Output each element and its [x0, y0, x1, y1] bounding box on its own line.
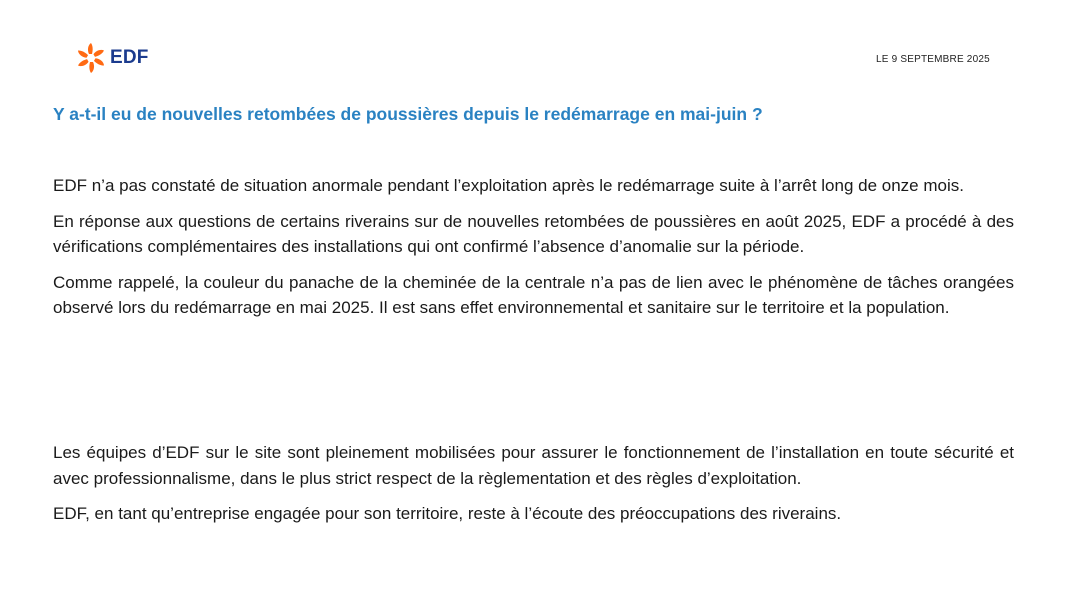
- edf-logo: [74, 41, 149, 75]
- paragraph: Comme rappelé, la couleur du panache de la cheminée de la centrale n’a pas de lien avec le phénomène de tâches orangées observé lors du redémarrage en mai 2025. Il est sans effet environnemental et sanitaire sur le territoire et la population.: [53, 272, 1014, 317]
- paragraph: EDF, en tant qu’entreprise engagée pour son territoire, reste à l’écoute des préoccupations des riverains.: [53, 504, 842, 523]
- paragraph: En réponse aux questions de certains riverains sur de nouvelles retombées de poussières en août 2025, EDF a procédé à des vérifications complémentaires des installations qui ont confirmé l’absence d’anomalie sur la période.: [53, 211, 1014, 256]
- publication-date: LE 9 SEPTEMBRE 2025: [876, 54, 990, 65]
- edf-logo-text: EDF: [110, 47, 149, 68]
- closing-block: [53, 440, 1014, 527]
- paragraph: EDF n’a pas constaté de situation anormale pendant l’exploitation après le redémarrage suite à l’arrêt long de onze mois.: [53, 176, 964, 195]
- paragraph: Les équipes d’EDF sur le site sont pleinement mobilisées pour assurer le fonctionnement de l’installation en toute sécurité et avec professionnalisme, dans le plus strict respect de la règlementation et des règles d’exploitation.: [53, 443, 1014, 488]
- edf-logo-icon: [74, 41, 108, 75]
- answer-block: [53, 173, 1014, 321]
- question-heading: Y a-t-il eu de nouvelles retombées de poussières depuis le redémarrage en mai-juin ?: [53, 104, 763, 124]
